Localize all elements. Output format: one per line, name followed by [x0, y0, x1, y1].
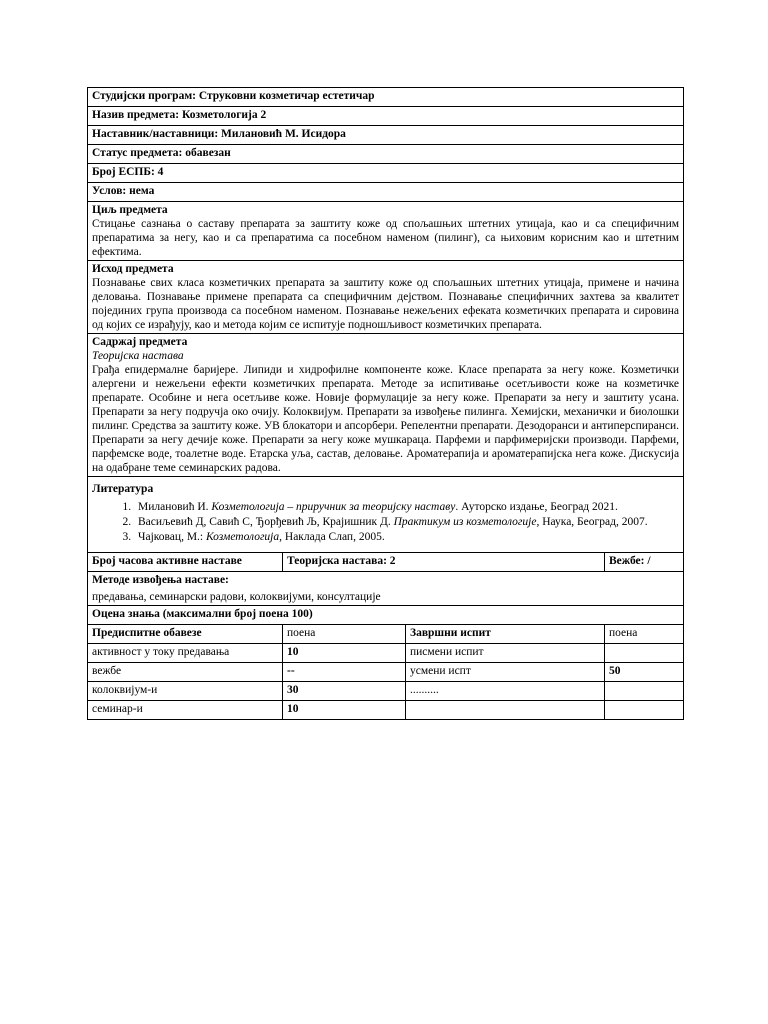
grading-row: колоквијум-и 30 .......... — [88, 682, 684, 701]
status-row: Статус предмета: обавезан — [88, 145, 684, 164]
content-text: Грађа епидермалне баријере. Липиди и хидрофилне компоненте коже. Класе препарата за негу коже. Козметички алергени и нежељени ефекти козметичких препарата. Методе за испитивање осетљивости коже на козметичке препарате. Особине и нега осетљиве коже. Новије формулације за негу коже. Препарати за негу и заштиту усана. Препарати за негу подручја око очију. Колоквијум. Препарати за извођење пилинга. Хемијски, механички и биолошки пилинг. Средства за заштиту коже. УВ блокатори и апсорбери. Репелентни препарати. Дезодоранси и антиперспиранси. Препарати за негу дечије коже. Препарати за негу коже мушкараца. Парфеми и парфимеријски производи. Парфеми, парфемске воде, тоалетне воде. Етарска уља, састав, деловање. Ароматерапија и ароматерапијска нега коже. Дискусија на одабране теме семинарских радова. — [92, 364, 680, 474]
hours-practice: Вежбе: / — [605, 553, 684, 572]
content-subtitle: Теоријска настава — [92, 350, 184, 362]
ects-row: Број ЕСПБ: 4 — [88, 164, 684, 183]
teachers-row: Наставник/наставници: Милановић М. Исидора — [88, 126, 684, 145]
grading-row: активност у току предавања 10 писмени испит — [88, 644, 684, 663]
literature-title: Литература — [92, 483, 154, 495]
grading-header-points2: поена — [605, 625, 684, 644]
grading-header-final: Завршни испит — [406, 625, 605, 644]
literature-item: 2. Васиљевић Д, Савић С, Ђорђевић Љ, Крајишник Д. Практикум из козметологије, Наука, Београд, 2007. — [134, 515, 679, 529]
hours-theory: Теоријска настава: 2 — [283, 553, 605, 572]
literature-item: 3. Чајковац, М.: Козметологија, Наклада Слап, 2005. — [134, 530, 679, 544]
course-name-row: Назив предмета: Козметологија 2 — [88, 107, 684, 126]
literature-section — [88, 477, 684, 553]
grading-header-points: поена — [283, 625, 406, 644]
grading-header-pre: Предиспитне обавезе — [88, 625, 283, 644]
grading-title: Оцена знања (максимални број поена 100) — [88, 606, 684, 625]
methods-section — [88, 572, 684, 606]
grading-row: семинар-и 10 — [88, 701, 684, 720]
hours-label: Број часова активне наставе — [88, 553, 283, 572]
program-row: Студијски програм: Струковни козметичар естетичар — [88, 88, 684, 107]
outcome-section — [88, 261, 684, 334]
content-title: Садржај предмета — [92, 336, 188, 348]
methods-title: Методе извођења наставе: — [92, 574, 229, 586]
content-section — [88, 334, 684, 477]
literature-item: 1. Милановић И. Козметологија – приручник за теоријску наставу. Ауторско издање, Београд 2021. — [134, 500, 679, 514]
syllabus-table — [87, 87, 684, 720]
course-syllabus — [87, 87, 683, 720]
goal-title: Циљ предмета — [92, 204, 168, 216]
goal-section — [88, 202, 684, 261]
goal-text: Стицање сазнања о саставу препарата за заштиту коже од спољашњих штетних утицаја, као и са специфичним препаратима за негу, као и са препаратима са посебном наменом (пилинг), са њиховим корисним као и штетним ефектима. — [92, 218, 680, 258]
condition-row: Услов: нема — [88, 183, 684, 202]
grading-row: вежбе -- усмени испт 50 — [88, 663, 684, 682]
literature-list — [92, 500, 679, 544]
outcome-title: Исход предмета — [92, 263, 174, 275]
methods-text: предавања, семинарски радови, колоквијуми, консултације — [92, 591, 381, 603]
outcome-text: Познавање свих класа козметичких препарата за заштиту коже од спољашњих штетних утицаја, примене и начина деловања. Познавање примене препарата са специфичним дејством. Познавање специфичних захтева за квалитет појединих група производа са посебном наменом. Познавање нежељених ефеката козметичких препарата и сировина од којих се израђују, као и метода којим се испитује подношљивост козметичких препарата. — [92, 277, 680, 331]
